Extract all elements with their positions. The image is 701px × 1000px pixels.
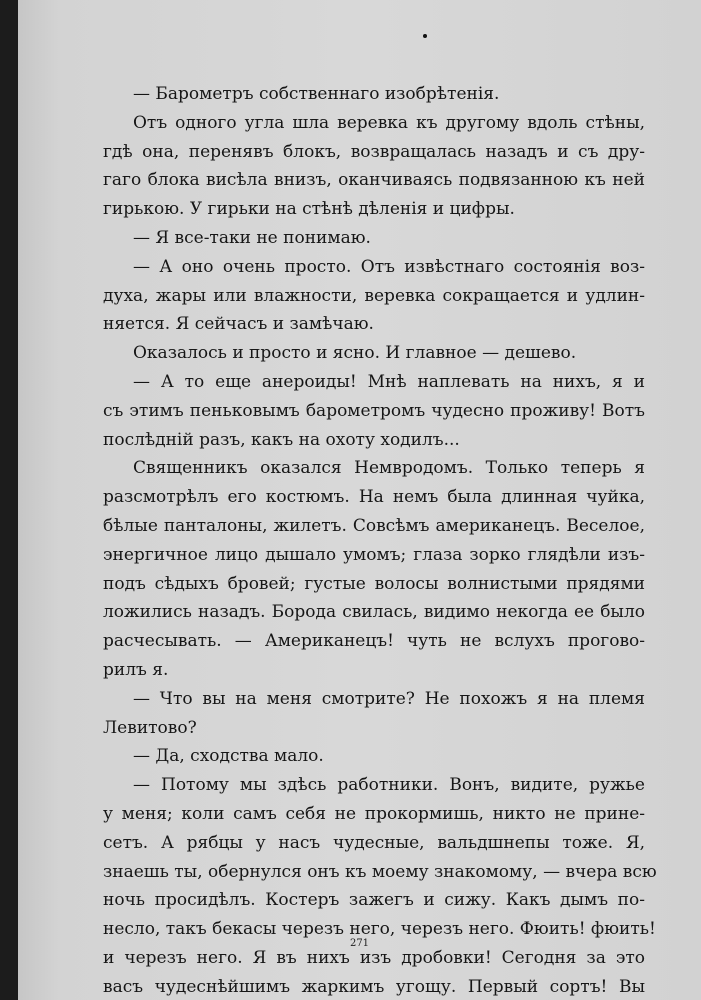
text-line: — Я все-таки не понимаю.: [133, 227, 371, 248]
book-page: [18, 0, 701, 1000]
text-line: и черезъ него. Я въ нихъ изъ дробовки! Сегодня за это: [103, 947, 645, 968]
text-line: несло, такъ бекасы черезъ него, черезъ него. Фюить! фюить!: [103, 919, 656, 940]
text-line: сетъ. А рябцы у насъ чудесные, вальдшнепы тоже. Я,: [103, 832, 645, 853]
text-line: ночь просидѣлъ. Костеръ зажегъ и сижу. Какъ дымъ по-: [103, 890, 645, 911]
text-line: васъ чудеснѣйшимъ жаркимъ угощу. Первый сортъ! Вы: [103, 976, 645, 997]
text-line: Оказалось и просто и ясно. И главное — дешево.: [133, 343, 577, 364]
text-line: Священникъ оказался Немвродомъ. Только теперь я: [133, 458, 645, 479]
text-line: послѣдній разъ, какъ на охоту ходилъ...: [103, 429, 460, 450]
text-line: — А оно очень просто. Отъ извѣстнаго состоянія воз-: [133, 256, 645, 277]
text-line: энергичное лицо дышало умомъ; глаза зорко глядѣли изъ-: [103, 544, 645, 565]
text-line: бѣлые панталоны, жилетъ. Совсѣмъ американецъ. Веселое,: [103, 515, 645, 536]
text-line: гирькою. У гирьки на стѣнѣ дѣленія и цифры.: [103, 199, 515, 220]
page-number: 271: [349, 938, 370, 949]
text-line: Левитово?: [103, 717, 197, 738]
text-line: Отъ одного угла шла веревка къ другому вдоль стѣны,: [133, 112, 645, 133]
text-line: разсмотрѣлъ его костюмъ. На немъ была длинная чуйка,: [103, 487, 645, 508]
text-line: знаешь ты, обернулся онъ къ моему знакомому, — вчера всю: [103, 861, 657, 882]
text-line: — Да, сходства мало.: [133, 746, 324, 767]
text-line: духа, жары или влажности, веревка сокращается и удлин-: [103, 285, 645, 306]
text-line: ложились назадъ. Борода свилась, видимо некогда ее было: [103, 602, 645, 623]
text-line: — Потому мы здѣсь работники. Вонъ, видите, ружье: [133, 775, 645, 796]
text-line: — А то еще анероиды! Мнѣ наплевать на нихъ, я и: [133, 371, 645, 392]
text-line: гаго блока висѣла внизъ, оканчиваясь подвязанною къ ней: [103, 170, 645, 191]
page-text: [103, 80, 657, 1000]
ink-speck: [423, 34, 427, 38]
text-line: няется. Я сейчасъ и замѣчаю.: [103, 314, 374, 335]
text-line: расчесывать. — Американецъ! чуть не вслухъ прогово-: [103, 631, 645, 652]
text-line: съ этимъ пеньковымъ барометромъ чудесно проживу! Вотъ: [103, 400, 645, 421]
text-line: подъ сѣдыхъ бровей; густые волосы волнистыми прядями: [103, 573, 645, 594]
text-line: гдѣ она, перенявъ блокъ, возвращалась назадъ и съ дру-: [103, 141, 645, 162]
text-line: — Барометръ собственнаго изобрѣтенія.: [133, 84, 500, 104]
text-line: рилъ я.: [103, 659, 169, 680]
text-line: у меня; коли самъ себя не прокормишь, никто не прине-: [103, 803, 645, 824]
text-line: — Что вы на меня смотрите? Не похожъ я на племя: [133, 688, 645, 709]
